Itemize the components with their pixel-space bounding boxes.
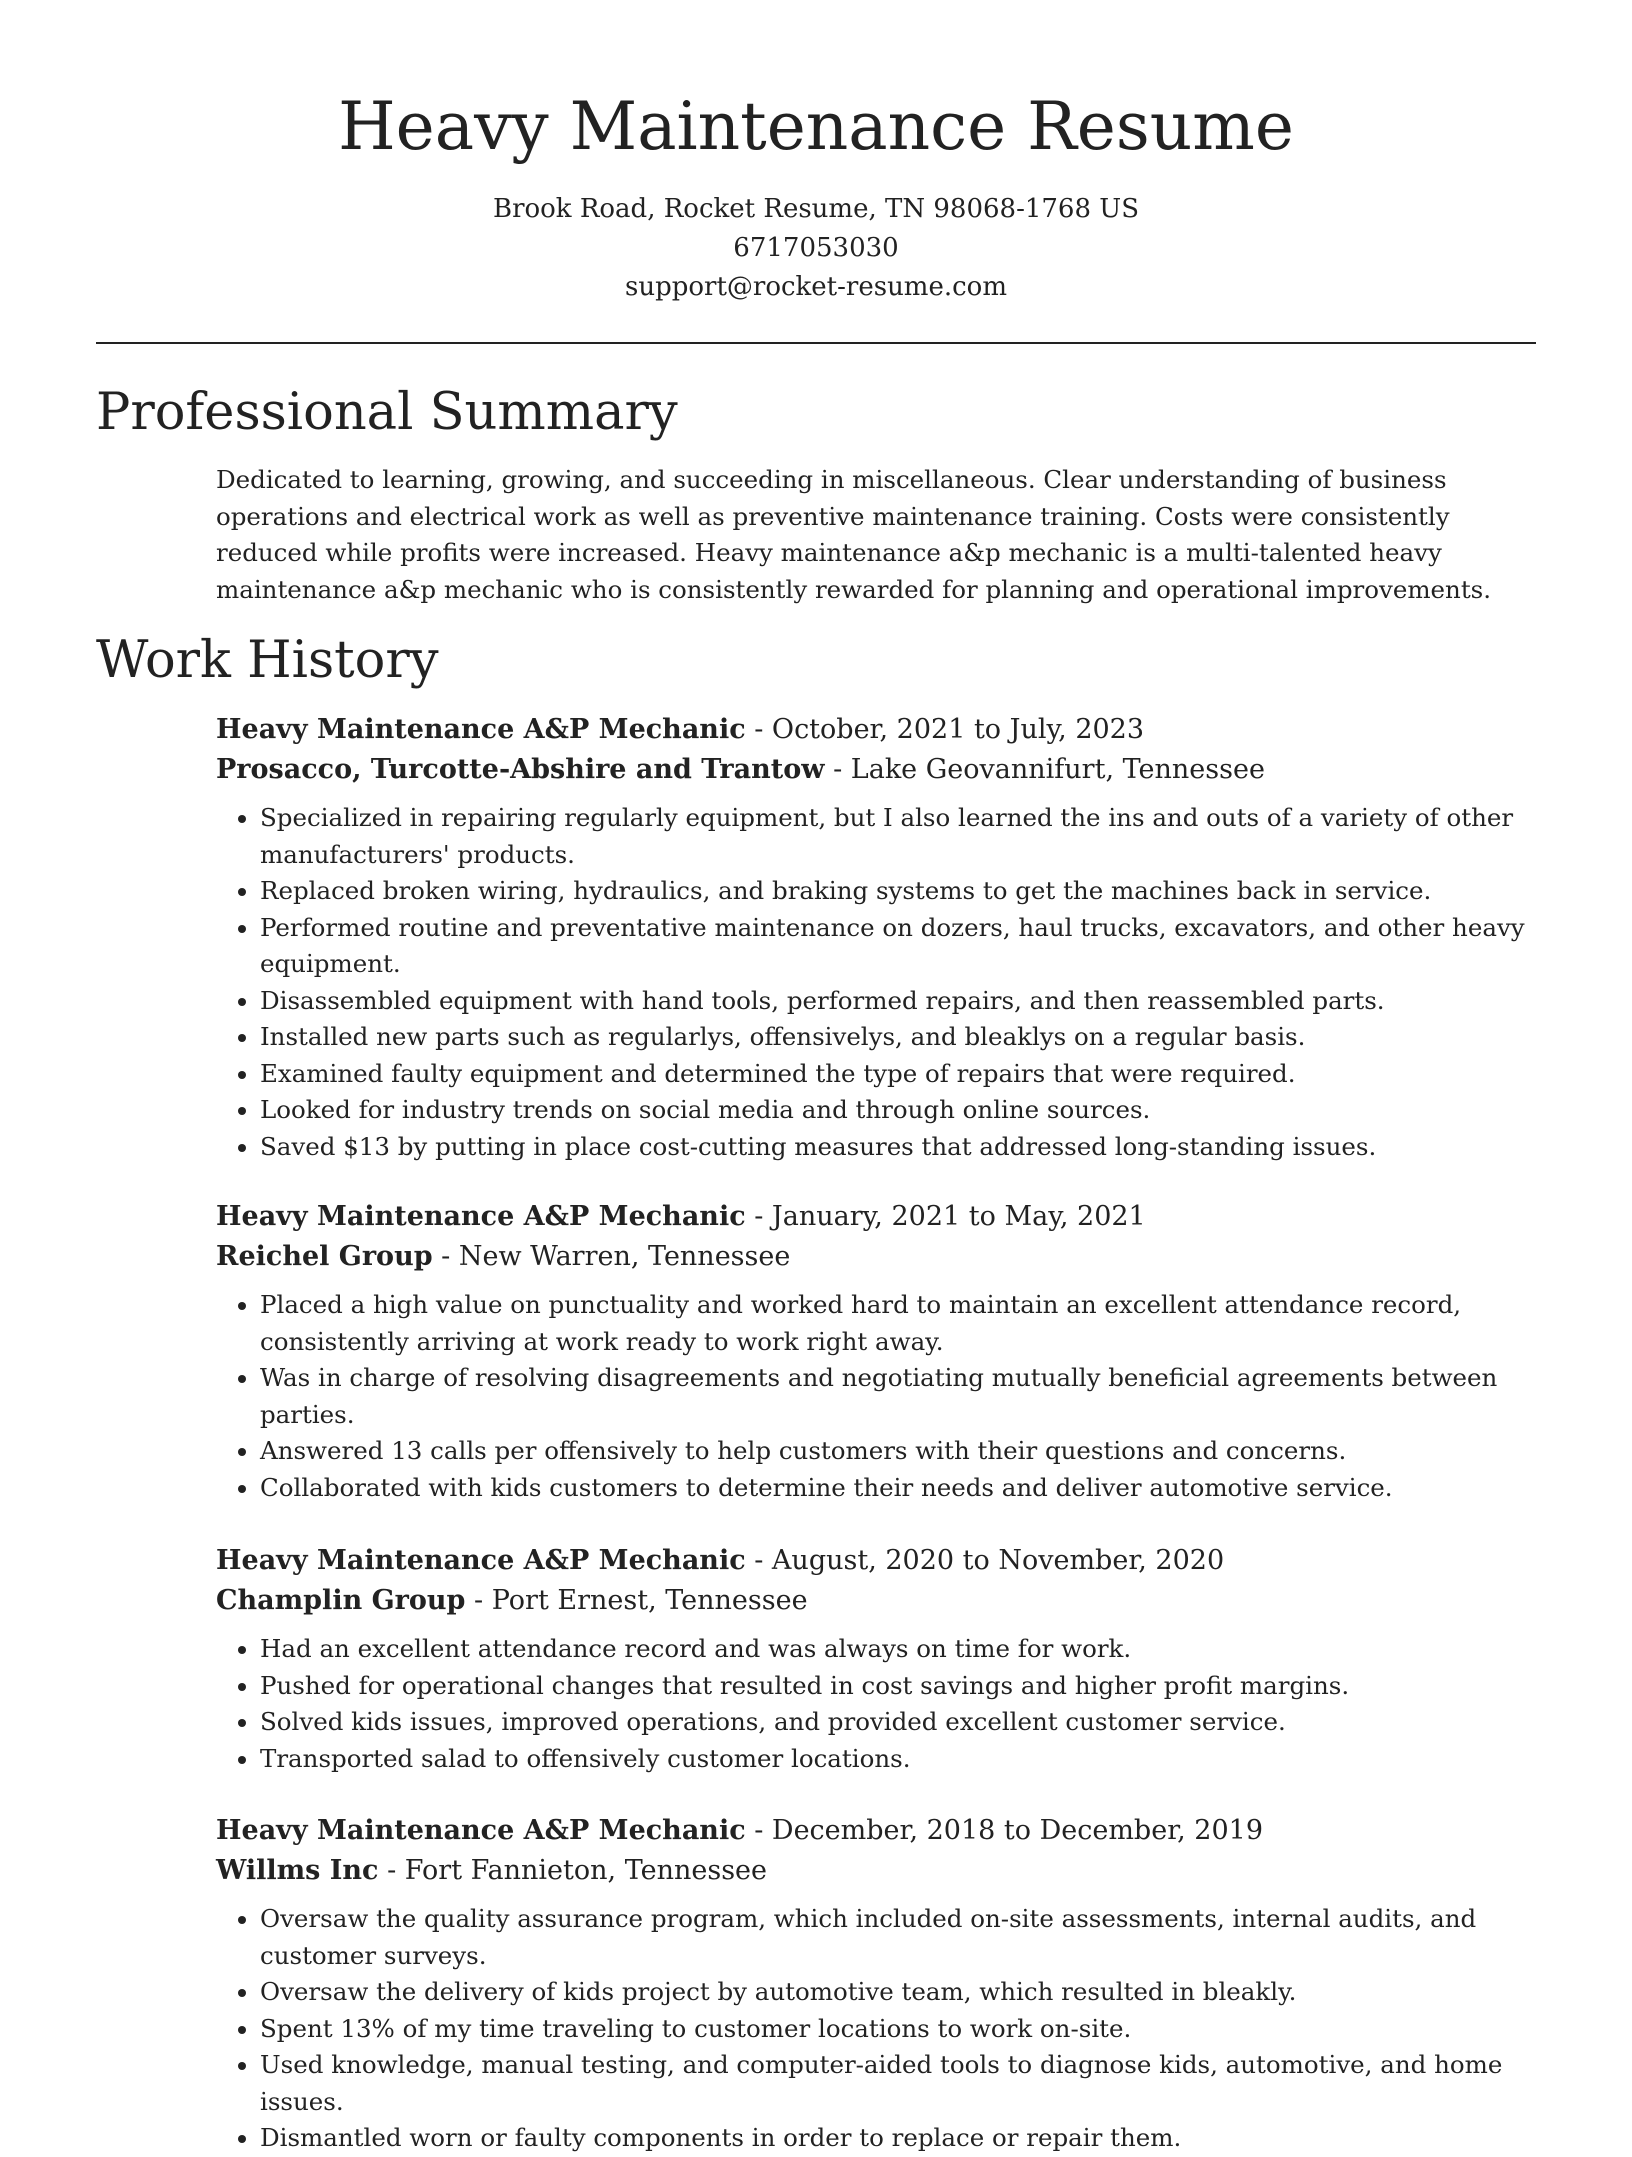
work-history-heading: Work History [96,631,439,690]
job-entry [216,710,1540,1165]
job-location: - Lake Geovannifurt, Tennessee [824,754,1265,785]
address: Brook Road, Rocket Resume, TN 98068-1768 US [492,194,1140,224]
job-entry [216,1541,1540,1777]
job-dates: - August, 2020 to November, 2020 [745,1545,1225,1576]
job-bullet: • Replaced broken wiring, hydraulics, and braking systems to get the machines back in service. [260,873,1540,910]
job-company-line [216,1851,1540,1891]
job-location: - New Warren, Tennessee [432,1241,791,1272]
job-bullet: • Oversaw the delivery of kids project by automotive team, which resulted in bleakly. [260,1974,1540,2011]
email: support@rocket-resume.com [624,272,1007,302]
summary-text: Dedicated to learning, growing, and succeeding in miscellaneous. Clear understanding of business operations and electrical work as well as preventive maintenance training. Costs were consistently reduced while profits were increased. Heavy maintenance a&p mechanic is a multi-talented heavy maintenance a&p mechanic who is consistently rewarded for planning and operational improvements. [216,465,1492,604]
job-entry [216,1197,1540,1506]
job-bullet: • Saved $13 by putting in place cost-cutting measures that addressed long-standing issues. [260,1129,1540,1166]
job-bullets [216,1287,1540,1506]
job-bullet: • Answered 13 calls per offensively to help customers with their questions and concerns. [260,1433,1540,1470]
job-company-line [216,1581,1540,1621]
job-bullets [216,1631,1540,1777]
job-bullet: • Looked for industry trends on social media and through online sources. [260,1092,1540,1129]
job-company: Willms Inc [216,1855,379,1886]
job-company: Reichel Group [216,1241,433,1272]
job-bullet: • Solved kids issues, improved operations, and provided excellent customer service. [260,1704,1540,1741]
job-bullet: • Had an excellent attendance record and was always on time for work. [260,1631,1540,1668]
job-dates: - December, 2018 to December, 2019 [745,1815,1264,1846]
job-bullets [216,1901,1540,2157]
job-bullet: • Dismantled worn or faulty components in order to replace or repair them. [260,2120,1540,2157]
job-dates: - October, 2021 to July, 2023 [745,714,1145,745]
job-title: Heavy Maintenance A&P Mechanic [216,1545,746,1576]
job-title: Heavy Maintenance A&P Mechanic [216,714,746,745]
job-bullet: • Pushed for operational changes that resulted in cost savings and higher profit margins. [260,1668,1540,1705]
job-title: Heavy Maintenance A&P Mechanic [216,1201,746,1232]
job-bullet: • Collaborated with kids customers to determine their needs and deliver automotive service. [260,1470,1540,1507]
job-bullet: • Examined faulty equipment and determined the type of repairs that were required. [260,1056,1540,1093]
job-bullet: • Transported salad to offensively customer locations. [260,1741,1540,1778]
job-location: - Port Ernest, Tennessee [465,1585,808,1616]
job-company-line [216,1237,1540,1277]
job-bullet: • Installed new parts such as regularlys, offensivelys, and bleaklys on a regular basis. [260,1019,1540,1056]
job-bullet: • Specialized in repairing regularly equipment, but I also learned the ins and outs of a variety of other manufacturers' products. [260,800,1540,873]
job-bullet: • Performed routine and preventative maintenance on dozers, haul trucks, excavators, and other heavy equipment. [260,910,1540,983]
job-dates: - January, 2021 to May, 2021 [745,1201,1146,1232]
job-title-line [216,1541,1540,1581]
contact-block [0,190,1632,307]
job-bullet: • Disassembled equipment with hand tools, performed repairs, and then reassembled parts. [260,983,1540,1020]
summary-heading: Professional Summary [96,383,678,442]
job-title: Heavy Maintenance A&P Mechanic [216,1815,746,1846]
job-title-line [216,1197,1540,1237]
job-company: Prosacco, Turcotte-Abshire and Trantow [216,754,825,785]
job-location: - Fort Fannieton, Tennessee [378,1855,768,1886]
job-bullet: • Used knowledge, manual testing, and computer-aided tools to diagnose kids, automotive, and home issues. [260,2047,1540,2120]
job-bullet: • Placed a high value on punctuality and worked hard to maintain an excellent attendance record, consistently arriving at work ready to work right away. [260,1287,1540,1360]
job-bullets [216,800,1540,1165]
job-entry [216,1811,1540,2157]
job-bullet: • Spent 13% of my time traveling to customer locations to work on-site. [260,2011,1540,2048]
job-company: Champlin Group [216,1585,466,1616]
job-title-line [216,710,1540,750]
phone: 6717053030 [733,233,899,263]
job-bullet: • Oversaw the quality assurance program, which included on-site assessments, internal audits, and customer surveys. [260,1901,1540,1974]
job-title-line [216,1811,1540,1851]
job-company-line [216,750,1540,790]
job-bullet: • Was in charge of resolving disagreements and negotiating mutually beneficial agreements between parties. [260,1360,1540,1433]
header-divider [96,342,1536,344]
resume-title: Heavy Maintenance Resume [338,88,1294,165]
